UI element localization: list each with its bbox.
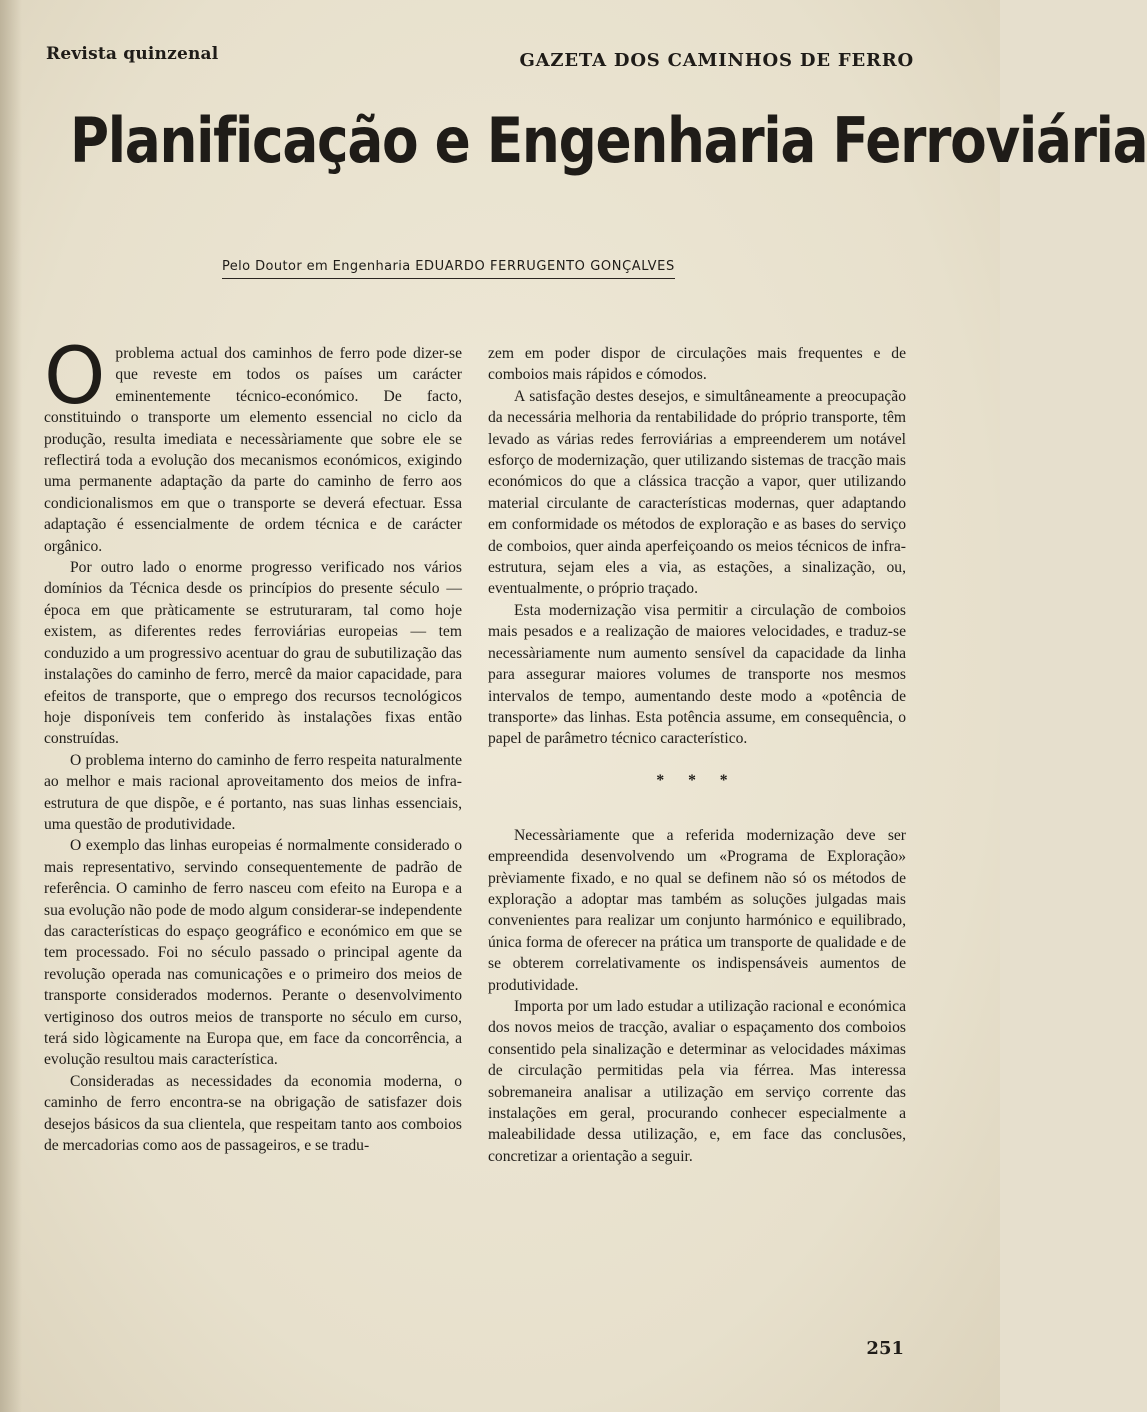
- paragraph: Consideradas as necessidades da economia moderna, o caminho de ferro encontra-se na obrigação de satisfazer dois desejos básicos da sua clientela, que respeitam tanto aos comboios de mercadorias como aos de passageiros, e se tradu-: [44, 1072, 462, 1155]
- paragraph: zem em poder dispor de circulações mais frequentes e de comboios mais rápidos e cómodos.: [488, 345, 906, 384]
- paragraph: O problema interno do caminho de ferro respeita naturalmente ao melhor e mais racional aproveitamento dos meios de infra-estrutura de que dispõe, e é portanto, nas suas linhas essenciais, uma questão de produtividade.: [44, 751, 462, 833]
- drop-cap: O: [44, 332, 106, 422]
- paragraph: Necessàriamente que a referida modernização deve ser empreendida desenvolvendo um «Programa de Exploração» prèviamente fixado, e no qual se definem não só os métodos de exploração a adoptar mas também as soluções julgadas mais convenientes para realizar um conjunto harmónico e equilibrado, única forma de oferecer na prática um transporte de qualidade e de se obterem correlativamente os indispensáveis aumentos de produtividade.: [488, 826, 906, 994]
- paragraph: A satisfação destes desejos, e simultâneamente a preocupação da necessária melhoria da rentabilidade do próprio transporte, têm levado as várias redes ferroviárias a empreenderem um notável esforço de modernização, quer utilizando sistemas de tracção mais económicos do que a clássica tracção a vapor, quer utilizando material circulante de características modernas, quer adaptando em conformidade os métodos de exploração e as bases do serviço de comboios, quer ainda aperfeiçoando os meios técnicos de infra-estrutura, sejam eles a via, as estações, a sinalização, ou, eventualmente, o próprio traçado.: [488, 387, 906, 598]
- section-separator: * * *: [656, 771, 738, 789]
- running-header-left: Revista quinzenal: [46, 44, 219, 64]
- running-header-right: GAZETA DOS CAMINHOS DE FERRO: [519, 50, 914, 71]
- byline: [222, 259, 675, 279]
- paragraph: [44, 332, 462, 557]
- paragraph: Por outro lado o enorme progresso verificado nos vários domínios da Técnica desde os princípios do presente século — época em que pràticamente se estruturaram, tal como hoje existem, as diferentes redes ferroviárias europeias — tem conduzido a um progressivo acentuar do grau de subutilização das instalações do caminho de ferro, mercê da maior capacidade, para efeitos de transporte, que o emprego dos recursos tecnológicos hoje disponíveis tem conferido às instalações fixas então construídas.: [44, 559, 462, 748]
- spacer: [488, 792, 906, 825]
- paragraph-text: problema actual dos caminhos de ferro pode dizer-se que reveste em todos os países um carácter eminentemente técnico-económico. De facto, constituindo o transporte um elemento essencial no ciclo da produção, resulta imediata e necessàriamente que sobre ele se reflectirá toda a evolução dos mecanismos económicos, exigindo uma permanente adaptação da parte do caminho de ferro aos condicionalismos em que o transporte se deverá efectuar. Essa adaptação é essencialmente de ordem técnica e de carácter orgânico.: [44, 345, 462, 555]
- byline-prefix: Pelo Doutor em Engenharia: [222, 259, 411, 274]
- byline-author: EDUARDO FERRUGENTO GONÇALVES: [415, 259, 675, 274]
- page-number: 251: [866, 1338, 904, 1359]
- left-column: [44, 332, 462, 1156]
- paragraph: O exemplo das linhas europeias é normalmente considerado o mais representativo, servindo consequentemente de padrão de referência. O caminho de ferro nasceu com efeito na Europa e a sua evolução não pode de modo algum considerar-se independente das características do espaço geográfico e económico em que se tem processado. Foi no século passado o principal agente da revolução operada nas comunicações e o primeiro dos meios de transporte considerados modernos. Perante o desenvolvimento vertiginoso dos outros meios de transporte no século em curso, terá sido lògicamente na Europa que, em face da concorrência, a evolução resultou mais característica.: [44, 837, 462, 1069]
- binding-shadow: [0, 0, 22, 1412]
- right-column: [488, 343, 906, 1167]
- article-title: Planificação e Engenharia Ferroviária: [70, 104, 1147, 177]
- paragraph: Esta modernização visa permitir a circulação de comboios mais pesados e a realização de maiores velocidades, e traduz-se necessàriamente num aumento sensível da capacidade da linha para assegurar maiores volumes de transporte nos mesmos intervalos de tempo, aumentando deste modo a «potência de transporte» das linhas. Esta potência assume, em consequência, o papel de parâmetro técnico característico.: [488, 601, 906, 748]
- paragraph: Importa por um lado estudar a utilização racional e económica dos novos meios de tracção, avaliar o espaçamento dos comboios consentido pela sinalização e determinar as velocidades máximas de circulação permitidas pela via férrea. Mas interessa sobremaneira analisar a utilização em serviço corrente das instalações em geral, procurando conhecer especialmente a maleabilidade dessa utilização, e, em face das conclusões, concretizar a orientação a seguir.: [488, 997, 906, 1165]
